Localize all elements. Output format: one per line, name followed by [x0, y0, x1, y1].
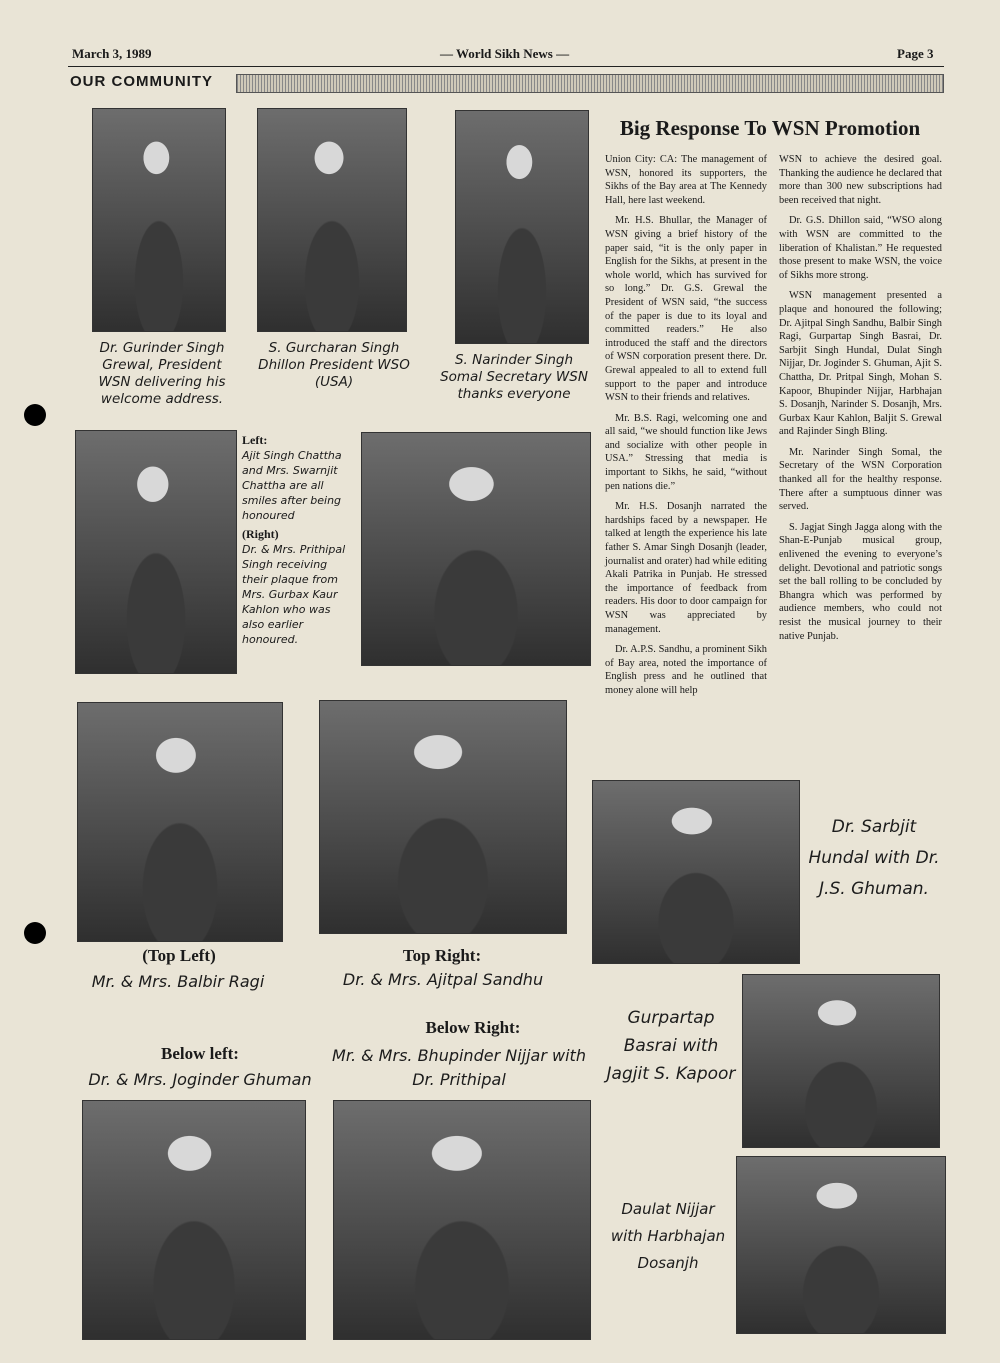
photo-gurinder-grewal [92, 108, 226, 332]
photo-daulat-harbhajan [736, 1156, 946, 1334]
photo-narinder-somal [455, 110, 589, 344]
caption-below-right-label: Below Right: [425, 1018, 521, 1037]
article-title: Big Response To WSN Promotion [619, 116, 921, 140]
photo-chattha [75, 430, 237, 674]
article-paragraph: S. Jagjat Singh Jagga along with the Shan-E-Punjab musical group, enlivened the evening to everyone’s delight. Devotional and patriotic songs set the ball rolling to be concluded by Bhangra which was performed by audience members, who could not resist the musical journey to their native Punjab. [779, 521, 942, 642]
article-paragraph: Mr. Narinder Singh Somal, the Secretary of the WSN Corporation thanked all for the healthy response. There after a sumptuous dinner was served. [779, 446, 942, 513]
caption-top-right-text: Dr. & Mrs. Ajitpal Sandhu [342, 970, 544, 989]
caption-mid-left-label: Left: [242, 433, 268, 447]
header-rule [68, 66, 944, 67]
article-column-2 [779, 153, 942, 650]
caption-below-right-text: Mr. & Mrs. Bhupinder Nijjar with Dr. Prithipal [332, 1046, 586, 1089]
caption-below-left-label: Below left: [161, 1044, 239, 1063]
caption-narinder: S. Narinder Singh Somal Secretary WSN thanks everyone [440, 352, 588, 402]
article-column-1 [605, 153, 767, 705]
caption-hundal: Dr. Sarbjit Hundal with Dr. J.S. Ghuman. [808, 817, 940, 899]
binder-hole-bottom [24, 922, 46, 944]
caption-mid-right-text: Dr. & Mrs. Prithipal Singh receiving their plaque from Mrs. Gurbax Kaur Kahlon who was also earlier honoured. [242, 543, 346, 646]
caption-top-left-text: Mr. & Mrs. Balbir Ragi [91, 972, 265, 991]
article-paragraph: Dr. A.P.S. Sandhu, a prominent Sikh of Bay area, noted the importance of English press and he outlined that money alone will help [605, 644, 767, 696]
photo-bhupinder-nijjar [333, 1100, 591, 1340]
article-paragraph: Mr. H.S. Dosanjh narrated the hardships faced by a newspaper. He talked at length the experience his late father S. Amar Singh Dosanjh (leader, journalist and orater) had while editing Akali Patrika in Punjab. He stressed the importance of feedback from readers. His door to door campaign for WSN was appreciated by management. [605, 501, 767, 635]
paper-name: — World Sikh News — [440, 46, 570, 61]
article-paragraph: Dr. G.S. Dhillon said, “WSO along with WSN are committed to the liberation of Khalistan.” He requested those present to make WSN, the voice of Sikhs more strong. [779, 215, 942, 281]
photo-joginder-ghuman [82, 1100, 306, 1340]
caption-gurinder: Dr. Gurinder Singh Grewal, President WSN delivering his welcome address. [98, 340, 226, 407]
photo-hundal-ghuman [592, 780, 800, 964]
page-number: Page 3 [897, 46, 934, 61]
caption-mid-right-label: (Right) [242, 527, 279, 541]
issue-date: March 3, 1989 [72, 46, 152, 61]
photo-gurcharan-dhillon [257, 108, 407, 332]
caption-gurcharan: S. Gurcharan Singh Dhillon President WSO (USA) [258, 340, 410, 390]
caption-daulat: Daulat Nijjar with Harbhajan Dosanjh [610, 1200, 726, 1272]
caption-top-right-label: Top Right: [402, 946, 482, 965]
article-paragraph: WSN management presented a plaque and honoured the following; Dr. Ajitpal Singh Sandhu, Balbir Singh Ragi, Gurpartap Singh Basrai, Dr. Sarbjit Singh Hundal, Dulat Singh Nijjar, Dr. Joginder S. Ghuman, Ajit S. Chattha, Dr. Pritpal Singh, Mohan S. Kapoor, Bhupinder Nijjar, Harbhajan S. Dosanjh, Narinder S. Dosanjh, Mrs. Gurbax Kaur Kahlon, Baljit S. Grewal and Rajinder Singh Bling. [779, 290, 942, 438]
photo-prithipal-plaque [361, 432, 591, 666]
article-paragraph: Union City: CA: The management of WSN, honored its supporters, the Sikhs of the Bay area at The Kennedy Hall, here last weekend. [605, 154, 767, 206]
section-hatch [236, 74, 944, 93]
article-paragraph: Mr. H.S. Bhullar, the Manager of WSN giving a brief history of the paper said, “it is the only paper in English for the Sikhs, at present in the whole world, which has survived for so long.” Dr. G.S. Grewal the President of WSN said, “the success of the paper is due to its loyal and committed readers.” He also introduced the staff and the directors of WSN corporation present there. Dr. Grewal appealed to all to extend full support to the paper and introduce WSN to their friends and relatives. [605, 215, 767, 404]
section-header [68, 72, 944, 94]
article-paragraph: WSN to achieve the desired goal. Thanking the audience he declared that more than 300 new subscriptions had been received that night. [779, 154, 942, 206]
photo-balbir-ragi [77, 702, 283, 942]
caption-mid-left-text: Ajit Singh Chattha and Mrs. Swarnjit Chattha are all smiles after being honoured [242, 449, 342, 522]
photo-ajitpal-sandhu [319, 700, 567, 934]
caption-below-left-text: Dr. & Mrs. Joginder Ghuman [88, 1070, 312, 1089]
caption-basrai: Gurpartap Basrai with Jagjit S. Kapoor [606, 1008, 736, 1084]
caption-mid-block [242, 433, 354, 647]
binder-hole-top [24, 404, 46, 426]
section-title: OUR COMMUNITY [70, 73, 217, 90]
photo-basrai-kapoor [742, 974, 940, 1148]
caption-top-left-label: (Top Left) [142, 946, 216, 965]
article-paragraph: Mr. B.S. Ragi, welcoming one and all said, “we should function like Jews and socialize with other people in USA.” Stressing that media is important to Sikhs, he said, “without pen nations die.” [605, 412, 767, 492]
